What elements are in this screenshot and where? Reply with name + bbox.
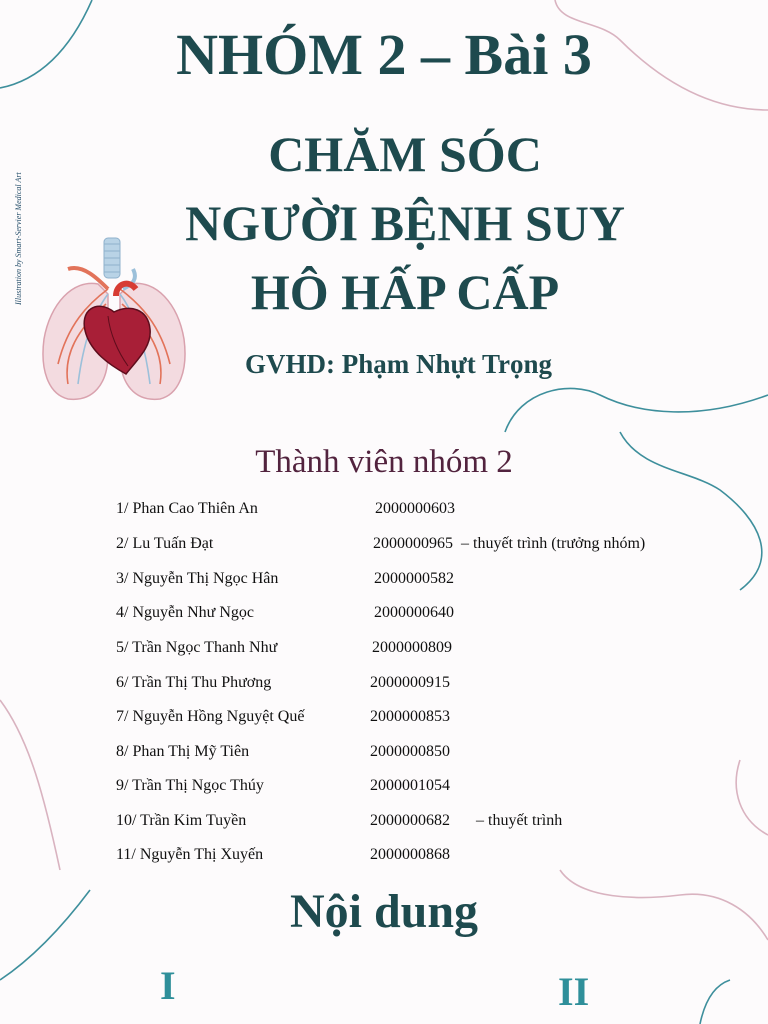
member-note: – thuyết trình (476, 812, 563, 829)
member-id: 2000000682 (370, 812, 450, 829)
topic-line-2: NGƯỜI BỆNH SUY (185, 195, 625, 251)
contents-heading: Nội dung (289, 885, 479, 938)
advisor: GVHD: Phạm Nhựt Trọng (245, 349, 552, 379)
member-name: 1/ Phan Cao Thiên An (116, 500, 258, 517)
lungs-heart-illustration (38, 234, 190, 404)
member-note: – thuyết trình (trưởng nhóm) (461, 535, 646, 552)
member-name: 8/ Phan Thị Mỹ Tiên (116, 743, 250, 760)
member-id: 2000000582 (374, 570, 454, 587)
member-name: 5/ Trần Ngọc Thanh Như (116, 639, 278, 656)
section-number-1: I (160, 963, 176, 1008)
members-heading: Thành viên nhóm 2 (255, 444, 513, 480)
member-name: 7/ Nguyễn Hồng Nguyệt Quế (116, 708, 305, 725)
member-name: 3/ Nguyễn Thị Ngọc Hân (116, 570, 279, 587)
member-id: 2000000915 (370, 674, 450, 691)
member-name: 2/ Lu Tuấn Đạt (116, 535, 214, 552)
member-name: 4/ Nguyễn Như Ngọc (116, 604, 254, 621)
member-name: 10/ Trần Kim Tuyền (116, 812, 247, 829)
member-name: 11/ Nguyễn Thị Xuyến (116, 846, 264, 863)
page-title: NHÓM 2 – Bài 3 (176, 22, 592, 87)
member-id: 2000000853 (370, 708, 450, 725)
member-id: 2000000603 (375, 500, 455, 517)
member-name: 6/ Trần Thị Thu Phương (116, 674, 272, 691)
section-number-2: II (558, 969, 590, 1014)
member-id: 2000000850 (370, 743, 450, 760)
member-id: 2000000809 (372, 639, 452, 656)
member-id: 2000000640 (374, 604, 454, 621)
topic-line-1: CHĂM SÓC (268, 126, 542, 182)
member-id: 2000000965 (373, 535, 453, 552)
member-id: 2000001054 (370, 777, 450, 794)
member-name: 9/ Trần Thị Ngọc Thúy (116, 777, 264, 794)
member-id: 2000000868 (370, 846, 450, 863)
topic-line-3: HÔ HẤP CẤP (250, 264, 560, 320)
